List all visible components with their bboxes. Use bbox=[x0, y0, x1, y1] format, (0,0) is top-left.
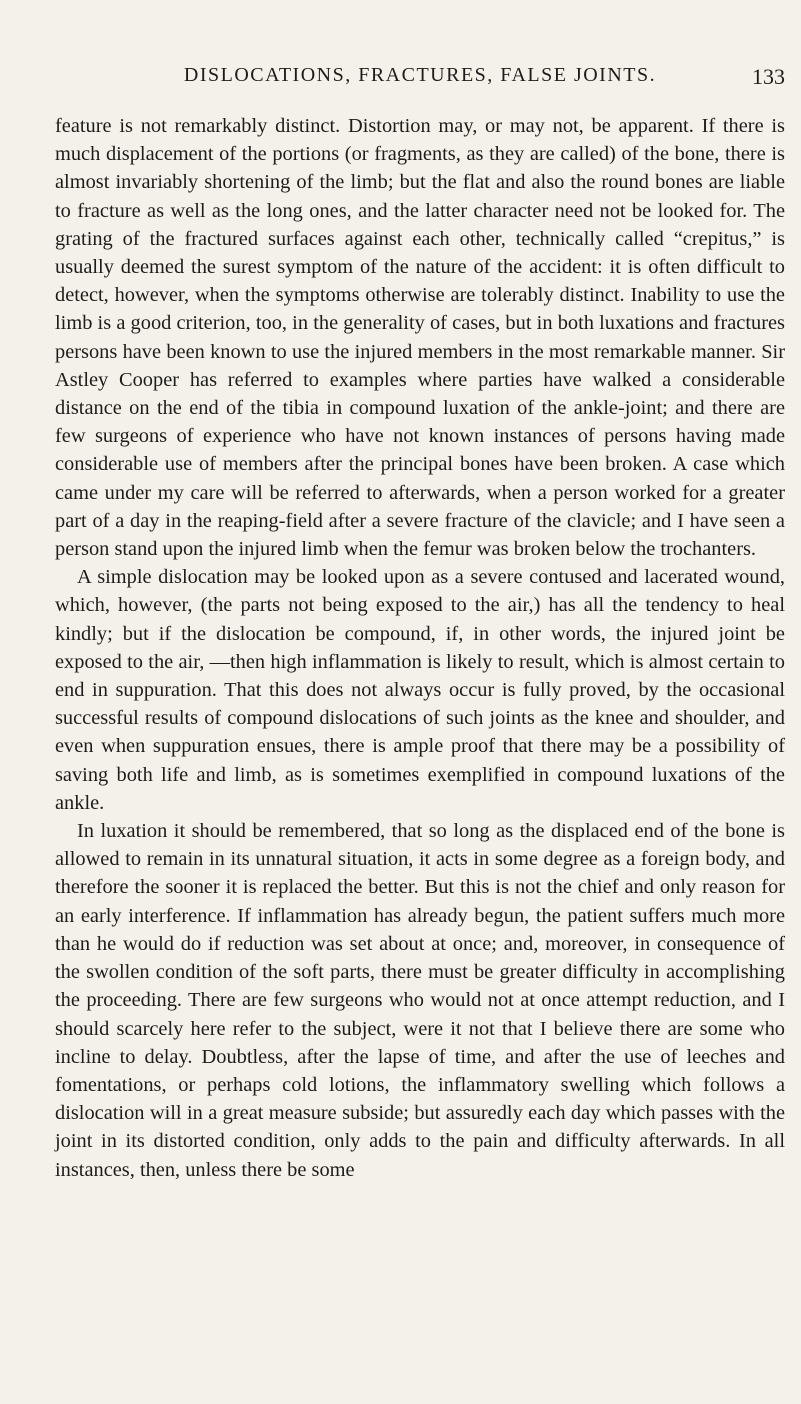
paragraph: A simple dislocation may be looked upon as a severe contused and lacerated wound, which, however, (the parts not being exposed to the air,) has all the tendency to heal kindly; but if the dislocation be compound, if, in other words, the injured joint be exposed to the air, —then high inflammation is likely to result, which is almost certain to end in suppuration. That this does not always occur is fully proved, by the occasional successful results of compound dislocations of such joints as the knee and shoulder, and even when suppuration ensues, there is ample proof that there may be a possibility of saving both life and limb, as is sometimes exemplified in compound luxations of the ankle. bbox=[55, 566, 785, 814]
paragraph: feature is not remarkably distinct. Distortion may, or may not, be apparent. If there is much displacement of the portions (or fragments, as they are called) of the bone, there is almost invariably shortening of the limb; but the flat and also the round bones are liable to fracture as well as the long ones, and the latter character need not be looked for. The grating of the fractured surfaces against each other, technically called “crepitus,” is usually deemed the surest symptom of the nature of the accident: it is often difficult to detect, however, when the symptoms otherwise are tolerably distinct. Inability to use the limb is a good criterion, too, in the generality of cases, but in both luxations and fractures persons have been known to use the injured members in the most remarkable manner. Sir Astley Cooper has referred to examples where parties have walked a considerable distance on the end of the tibia in compound luxation of the ankle-joint; and there are few surgeons of experience who have not known instances of persons having made considerable use of members after the principal bones have been broken. A case which came under my care will be referred to afterwards, when a person worked for a greater part of a day in the reaping-field after a severe fracture of the clavicle; and I have seen a person stand upon the injured limb when the femur was broken below the trochanters. bbox=[55, 115, 785, 561]
running-head: DISLOCATIONS, FRACTURES, FALSE JOINTS. bbox=[183, 64, 657, 86]
page-header bbox=[55, 64, 785, 104]
book-page bbox=[55, 64, 785, 1384]
paragraph: In luxation it should be remembered, that so long as the displaced end of the bone is allowed to remain in its unnatural situation, it acts in some degree as a foreign body, and therefore the sooner it is replaced the better. But this is not the chief and only reason for an early interference. If inflammation has already begun, the patient suffers much more than he would do if reduction was set about at once; and, moreover, in consequence of the swollen condition of the soft parts, there must be greater difficulty in accomplishing the proceeding. There are few surgeons who would not at once attempt reduction, and I should scarcely here refer to the subject, were it not that I believe there are some who incline to delay. Doubtless, after the lapse of time, and after the use of leeches and fomentations, or perhaps cold lotions, the inflammatory swelling which follows a dislocation will in a great measure subside; but assuredly each day which passes with the joint in its distorted condition, only adds to the pain and difficulty afterwards. In all instances, then, unless there be some bbox=[55, 820, 785, 1181]
page-number: 133 bbox=[752, 64, 785, 89]
body-text bbox=[55, 112, 785, 1184]
